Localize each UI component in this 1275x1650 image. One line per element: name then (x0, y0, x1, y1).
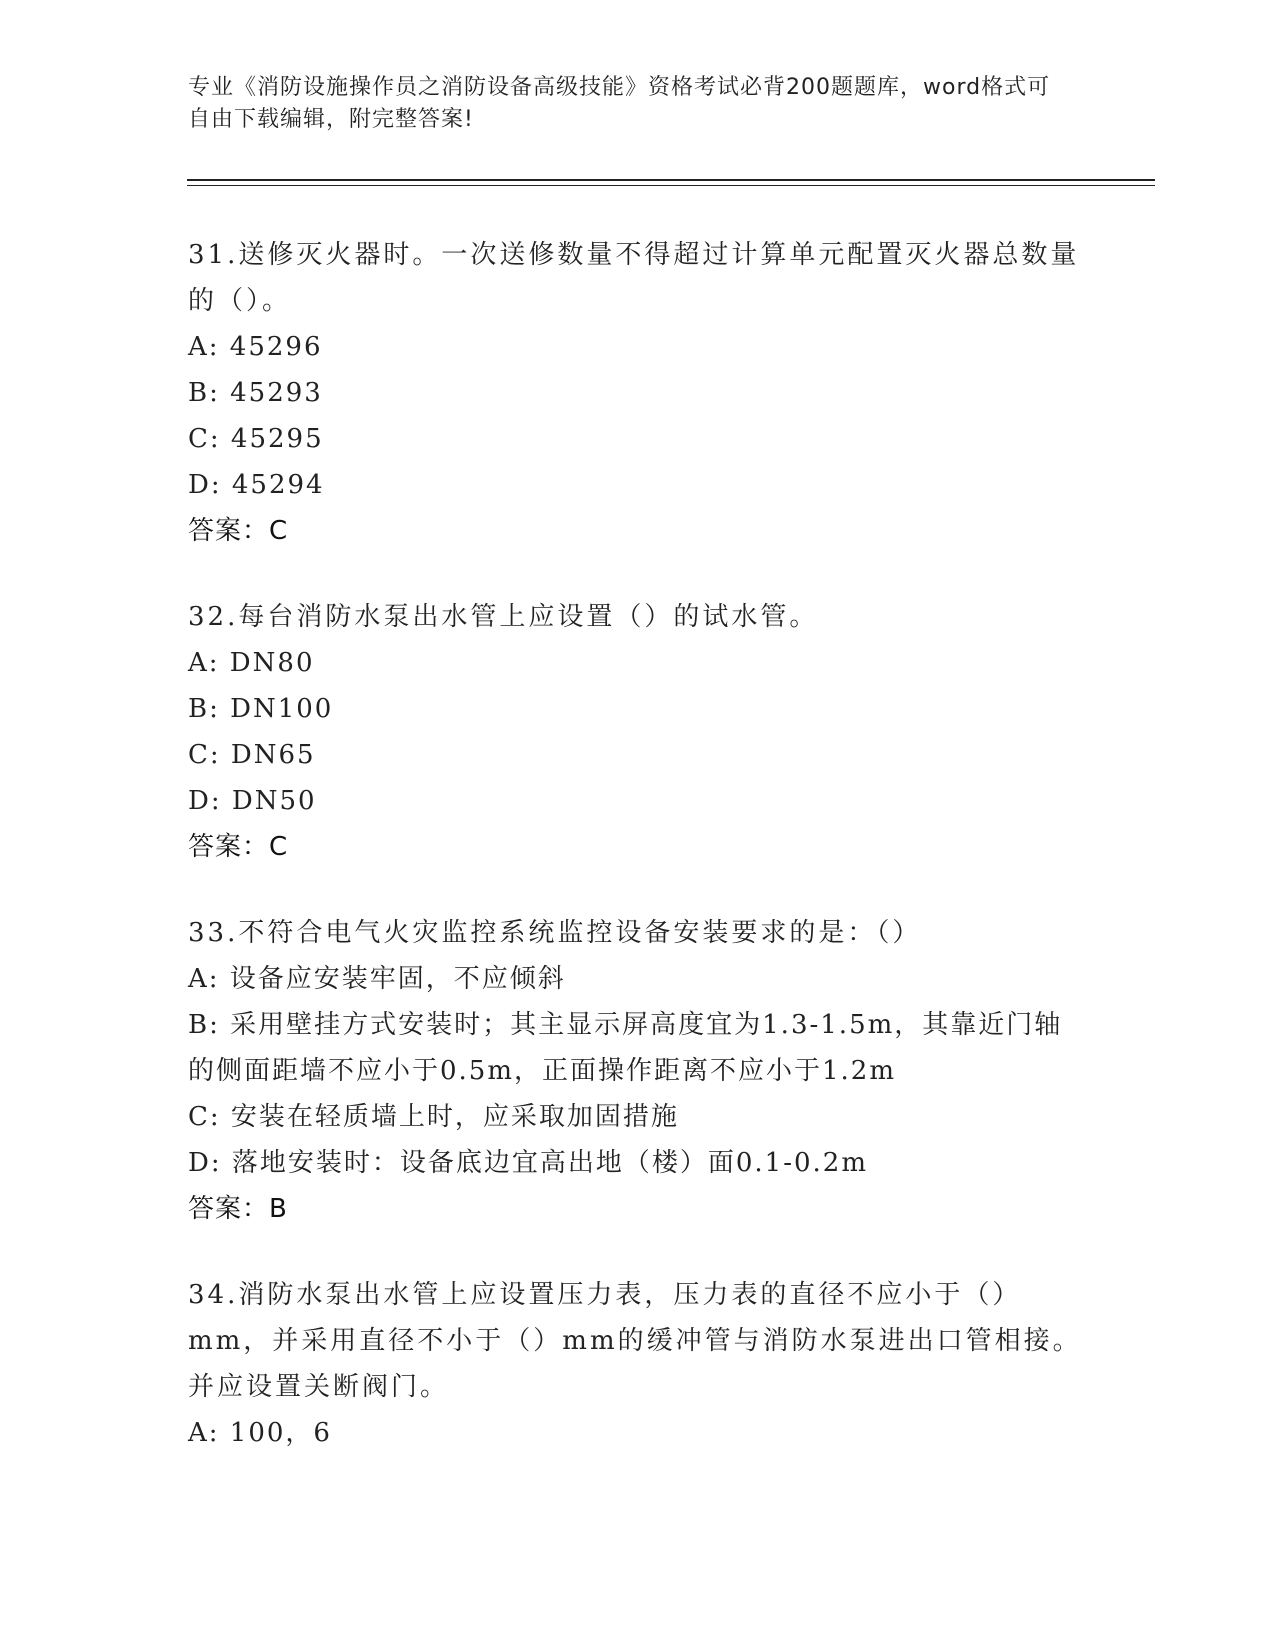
question-list (188, 232, 1088, 1496)
option-c: C: 45295 (188, 424, 324, 454)
answer-line: 答案：C (188, 516, 289, 546)
question-stem: 32.每台消防水泵出水管上应设置（）的试水管。 (188, 602, 819, 632)
option-b: B: 45293 (188, 378, 323, 408)
option-a: A: DN80 (188, 648, 315, 678)
option-d: D: DN50 (188, 786, 317, 816)
question-31 (188, 232, 1088, 554)
option-a: A: 设备应安装牢固，不应倾斜 (188, 964, 566, 994)
answer-line: 答案：C (188, 832, 289, 862)
option-c: C: 安装在轻质墙上时，应采取加固措施 (188, 1102, 679, 1132)
option-a: A: 100，6 (188, 1418, 332, 1448)
option-d: D: 落地安装时：设备底边宜高出地（楼）面0.1-0.2m (188, 1148, 869, 1178)
question-32 (188, 594, 1088, 870)
question-33 (188, 910, 1088, 1232)
option-c: C: DN65 (188, 740, 316, 770)
question-stem: 33.不符合电气火灾监控系统监控设备安装要求的是：（） (188, 918, 922, 948)
header-divider-thin (187, 185, 1155, 186)
option-d: D: 45294 (188, 470, 325, 500)
option-b: B: 采用壁挂方式安装时；其主显示屏高度宜为1.3-1.5m，其靠近门轴的侧面距墙不应小于0.5m，正面操作距离不应小于1.2m (188, 1010, 1063, 1086)
answer-line: 答案：B (188, 1194, 288, 1224)
option-a: A: 45296 (188, 332, 323, 362)
option-b: B: DN100 (188, 694, 334, 724)
document-intro: 专业《消防设施操作员之消防设备高级技能》资格考试必背200题题库，word格式可自由下载编辑，附完整答案! (188, 75, 1051, 132)
question-stem: 34.消防水泵出水管上应设置压力表，压力表的直径不应小于（）mm，并采用直径不小于（）mm的缓冲管与消防水泵进出口管相接。并应设置关断阀门。 (188, 1280, 1082, 1402)
question-34 (188, 1272, 1088, 1456)
question-stem: 31.送修灭火器时。一次送修数量不得超过计算单元配置灭火器总数量的（）。 (188, 240, 1080, 316)
header-divider-thick (187, 179, 1155, 181)
